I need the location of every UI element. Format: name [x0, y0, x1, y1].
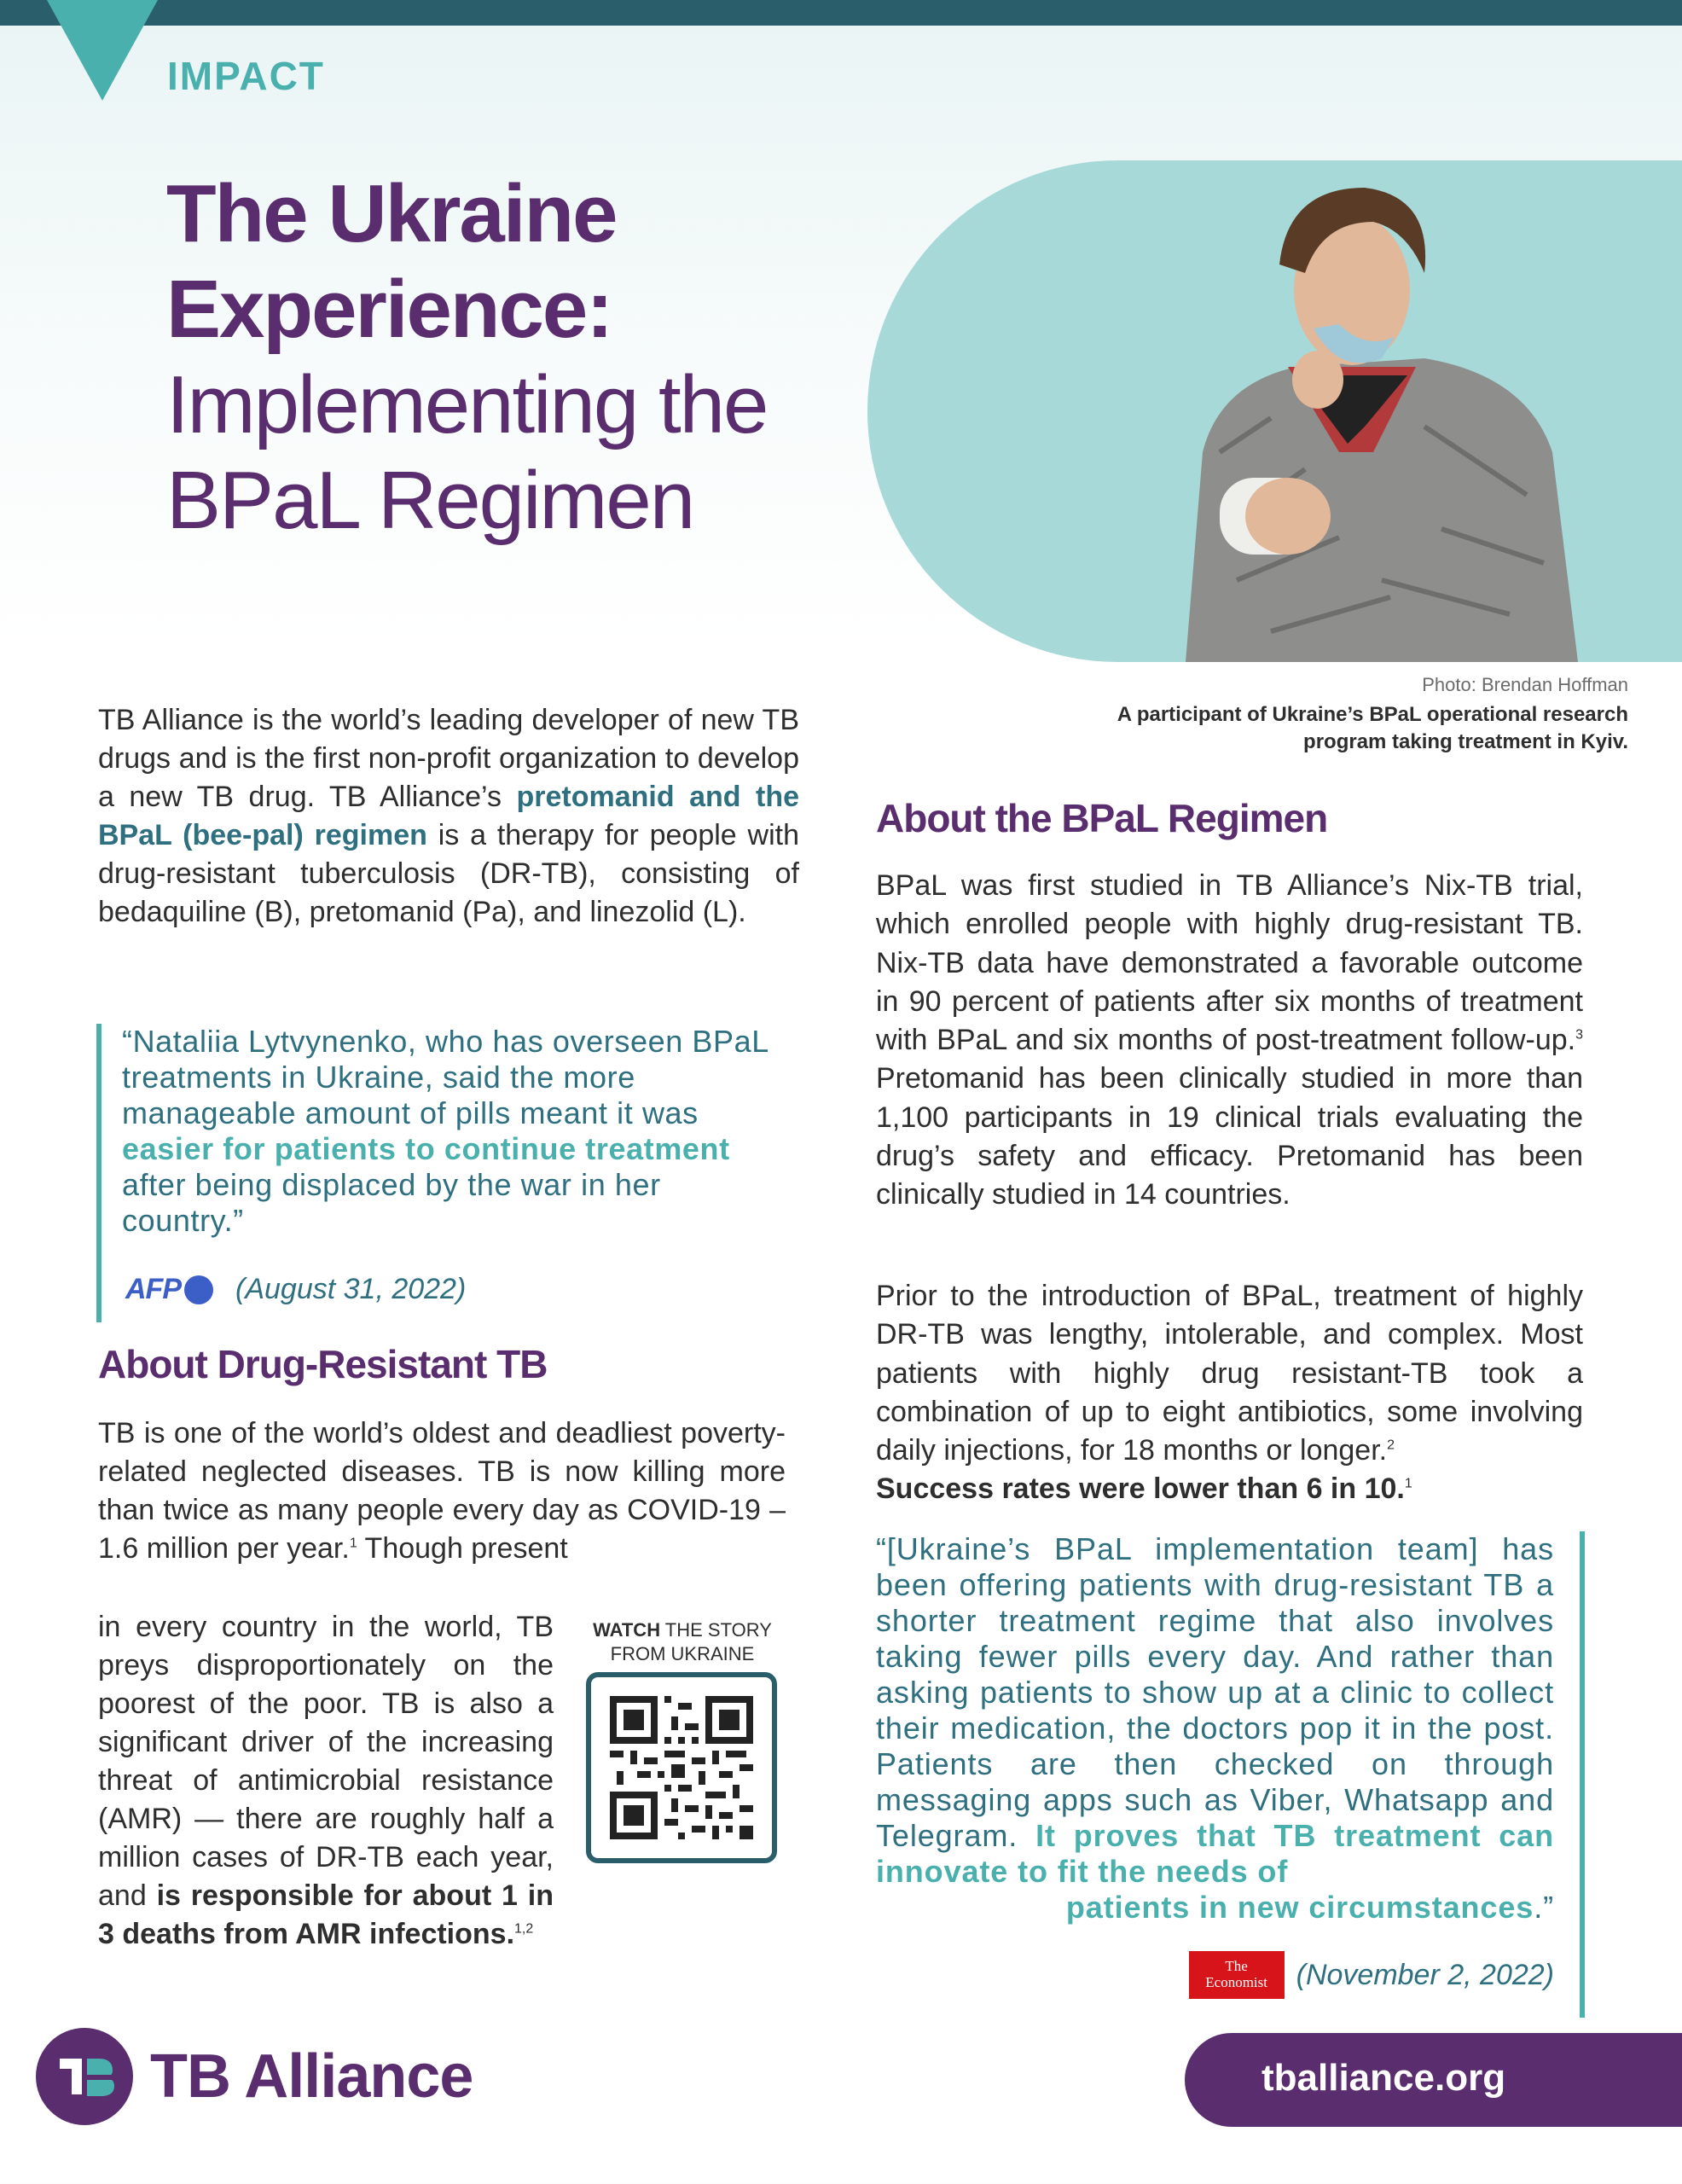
title-line-2: Experience: [166, 264, 612, 355]
success-rate-text: Success rates were lower than 6 in 10 [876, 1472, 1397, 1506]
footnote-ref: 3 [1575, 1027, 1583, 1043]
participant-photo [1169, 171, 1595, 662]
quote-text-end: after being displaced by the war in her country.” [122, 1167, 661, 1238]
quote-emphasis: It proves that TB treatment can innovate to fit the needs of [876, 1818, 1554, 1889]
intro-highlight: pretomanid and the BPaL (bee-pal) regimen [98, 781, 800, 851]
qr-code-icon [610, 1696, 753, 1839]
bpal-heading: About the BPaL Regimen [876, 796, 1328, 840]
qr-label-rest: THE STORY [660, 1619, 772, 1641]
photo-credit: Photo: Brendan Hoffman [1422, 674, 1628, 695]
intro-text-end: is a therapy for people with drug-resistant tuberculosis (DR-TB), consisting of bedaquiline (B), pretomanid (Pa), and linezolid (L). [98, 819, 799, 928]
qr-label [580, 1618, 785, 1666]
title-line-4: BPaL Regimen [166, 455, 694, 546]
quote-text-start: “[Ukraine’s BPaL implementation team] has been offering patients with drug-resistant TB a shorter treatment regime that also involves taking fewer pills every day. And rather than asking patients to show up at a clinic to collect their medication, the doctors pop it in the post. Patients are then checked on through messaging apps such as Viber, Whatsapp and Telegram. [876, 1531, 1554, 1853]
qr-code[interactable] [586, 1672, 777, 1863]
quote-emphasis-end: patients in new circumstances [1065, 1890, 1534, 1925]
economist-pull-quote [876, 1531, 1585, 2018]
quote-last-line [876, 1890, 1554, 1926]
economist-logo-line1: The [1225, 1958, 1248, 1974]
tb-alliance-logo-icon [34, 2026, 135, 2127]
tb-alliance-logo [34, 2026, 473, 2127]
drug-resistant-paragraph-cont [98, 1608, 554, 1954]
dr-col-bold: is responsible for about 1 in 3 deaths from AMR infections [98, 1879, 554, 1950]
bpal-text: BPaL was first studied in TB Alliance’s Nix-TB trial, which enrolled people with highly drug-resistant TB. Nix-TB data have demonstrated a favorable outcome in 90 percent of patients after six months of treatment with BPaL and six months of post-treatment follow-up. [876, 869, 1583, 1057]
dr-col-period: . [506, 1918, 515, 1950]
section-triangle-icon [47, 0, 158, 101]
quote-text-start: “Nataliia Lytvynenko, who has overseen BPaL treatments in Ukraine, said the more manageable amount of pills meant it was [122, 1024, 768, 1130]
qr-label-line2: FROM UKRAINE [610, 1643, 755, 1664]
footnote-ref: 2 [1387, 1438, 1395, 1453]
page-title [166, 166, 900, 549]
economist-logo-line2: Economist [1205, 1974, 1267, 1990]
qr-label-bold: WATCH [593, 1619, 661, 1641]
bpal-text-2: Prior to the introduction of BPaL, treatment of highly DR-TB was lengthy, intolerable, and complex. Most patients with highly drug resistant-TB took a combination of up to eight antibiotics, some involving daily injections, for 18 months or longer. [876, 1280, 1583, 1467]
section-label: IMPACT [167, 54, 325, 98]
bpal-text-cont: Pretomanid has been clinically studied in more than 1,100 participants in 19 clinical trials evaluating the drug’s safety and efficacy. Pretomanid has been clinically studied in 14 countries. [876, 1062, 1583, 1211]
drug-resistant-paragraph [98, 1414, 786, 1568]
quote-source [1189, 1951, 1554, 1999]
title-line-1: The Ukraine [166, 168, 617, 259]
quote-text [876, 1531, 1554, 1926]
drug-resistant-heading: About Drug-Resistant TB [98, 1342, 548, 1386]
quote-date: (August 31, 2022) [235, 1273, 467, 1305]
footnote-ref: 1,2 [514, 1921, 534, 1937]
bpal-paragraph-2: Prior to the introduction of BPaL, treatment of highly DR-TB was lengthy, intolerable, and complex. Most patients with highly drug resistant-TB took a combination of up to eight antibiotics, some involving daily injections, for 18 months or longer.$^2$ Success rates were lower than 6 in 10.$^1$ [876, 1280, 1583, 1506]
quote-text [122, 1024, 770, 1239]
bpal-paragraph-1 [876, 867, 1583, 1215]
economist-logo [1189, 1951, 1285, 1999]
afp-logo-dot-icon [184, 1275, 213, 1304]
quote-emphasis: easier for patients to continue treatment [122, 1131, 730, 1166]
quote-date: (November 2, 2022) [1296, 1958, 1554, 1991]
photo-caption: A participant of Ukraine’s BPaL operational research program taking treatment in Kyiv. [1116, 703, 1628, 753]
quote-close: .” [1534, 1890, 1554, 1925]
dr-text: TB is one of the world’s oldest and deadliest poverty-related neglected diseases. TB is now killing more than twice as many people every day as COVID-19 – 1.6 million per year. [98, 1417, 786, 1565]
intro-text: TB Alliance is the world’s leading developer of new TB drugs and is the first non-profit organization to develop a new TB drug. TB Alliance’s [98, 704, 799, 813]
footnote-ref: 1 [349, 1536, 357, 1551]
website-link[interactable] [1185, 2033, 1682, 2127]
dr-col-text: in every country in the world, TB preys disproportionately on the poorest of the poor. TB is also a significant driver of the increasing threat of antimicrobial resistance (AMR) — there are roughly half a million cases of DR-TB each year, and [98, 1611, 554, 1912]
top-bar [0, 0, 1682, 26]
title-line-3: Implementing the [166, 359, 768, 450]
intro-paragraph [98, 701, 799, 932]
website-url[interactable]: tballiance.org [1262, 2057, 1506, 2099]
afp-pull-quote [96, 1024, 770, 1322]
quote-source [125, 1273, 466, 1306]
afp-logo: AFP [125, 1273, 181, 1305]
brand-name: TB Alliance [150, 2042, 473, 2111]
footnote-ref: 1 [1404, 1477, 1412, 1492]
dr-text-end: Though present [357, 1532, 568, 1565]
